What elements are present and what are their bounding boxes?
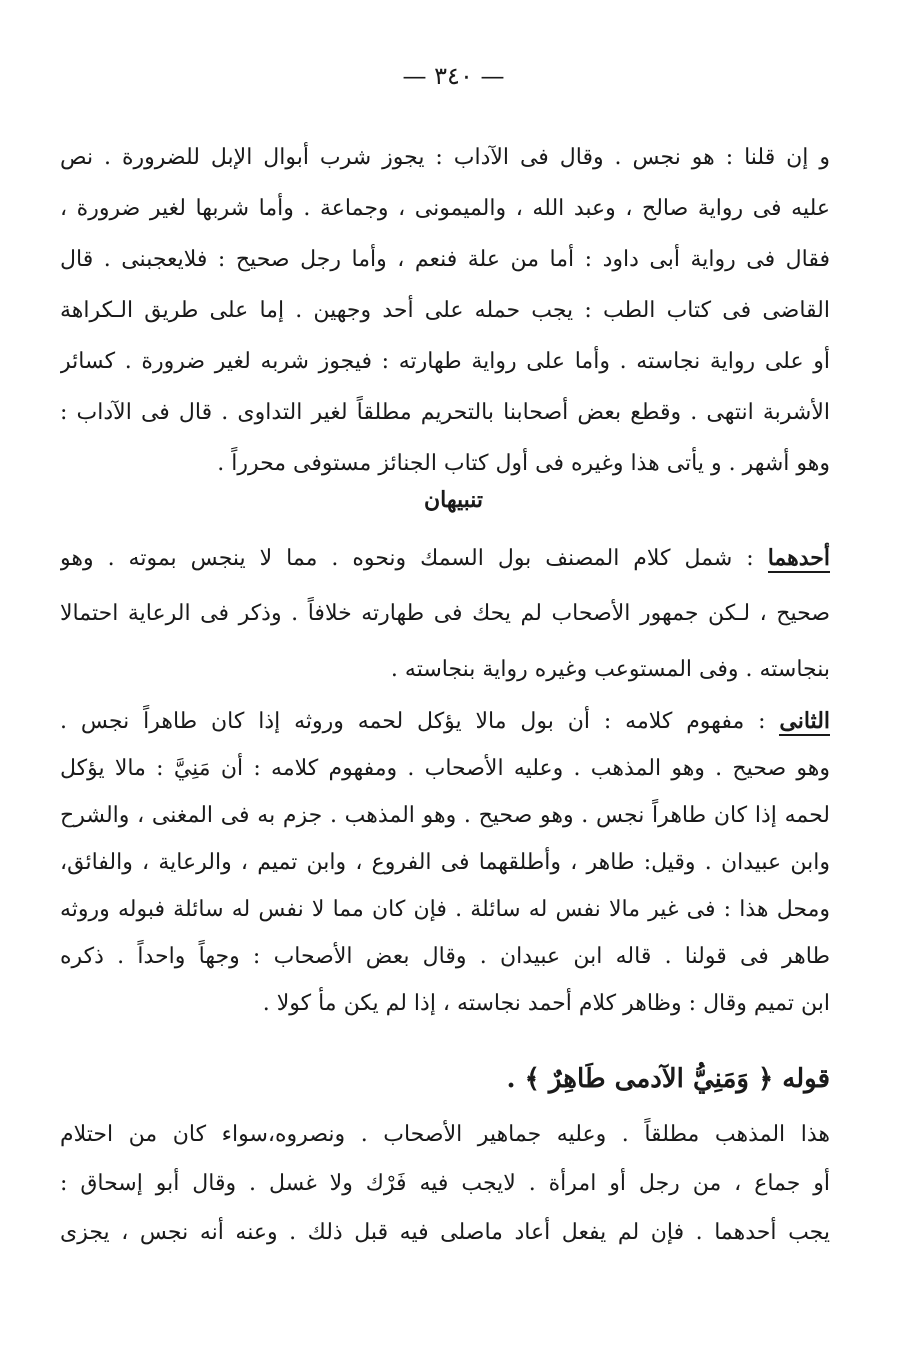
note-lead-second: الثانى: [779, 708, 830, 734]
paragraph-second-note: [60, 698, 830, 1027]
text-line: لحمه إذا كان طاهراً نجس . وهو صحيح . وهو المذهب . جزم به فى المغنى ، والشرح: [60, 803, 830, 828]
paragraph-mani: [60, 1110, 830, 1257]
text-line: صحيح ، لـكن جمهور الأصحاب لم يحك فى طهارته خلافاً . وذكر فى الرعاية احتمالا: [60, 601, 830, 626]
text-line: القاضى فى كتاب الطب : يجب حمله على أحد وجهين . إما على طريق الـكراهة: [60, 298, 830, 323]
text-line: [60, 530, 830, 586]
text-line: [60, 698, 830, 745]
paragraph-first-note: [60, 530, 830, 698]
text-line: فقال فى رواية أبى داود : أما من علة فنعم ، وأما رجل صحيح : فلايعجبنى . قال: [60, 247, 830, 272]
text-line: أو جماع ، من رجل أو امرأة . لايجب فيه فَرْك ولا غسل . وقال أبو إسحاق :: [60, 1171, 830, 1196]
text-line: أو على رواية نجاسته . وأما على رواية طهارته : فيجوز شربه لغير ضرورة . كسائر: [60, 349, 830, 374]
paragraph-adab: [60, 132, 830, 489]
text-line: طاهر فى قولنا . قاله ابن عبيدان . وقال بعض الأصحاب : وجهاً واحداً . ذكره: [60, 944, 830, 969]
text-line: وهو صحيح . وهو المذهب . وعليه الأصحاب . ومفهوم كلامه : أن مَنِيَّ : مالا يؤكل: [60, 756, 830, 781]
text-line: عليه فى رواية صالح ، وعبد الله ، والميمونى ، وجماعة . وأما شربها لغير ضرورة ،: [60, 196, 830, 221]
section-heading-tanbihan: تنبيهان: [423, 487, 484, 513]
text-line: وهو أشهر . و يأتى هذا وغيره فى أول كتاب الجنائز مستوفى محرراً .: [217, 451, 830, 476]
text-line: هذا المذهب مطلقاً . وعليه جماهير الأصحاب . ونصروه،سواء كان من احتلام: [60, 1122, 830, 1147]
note-first-line-text: : شمل كلام المصنف بول السمك ونحوه . مما لا ينجس بموته . وهو: [60, 546, 754, 571]
text-line: ومحل هذا : فى غير مالا نفس له سائلة . فإن كان مما لا نفس له سائلة فبوله وروثه: [60, 897, 830, 922]
text-line: بنجاسته . وفى المستوعب وغيره رواية بنجاسته .: [390, 657, 830, 682]
text-line: وابن عبيدان . وقيل: طاهر ، وأطلقهما فى الفروع ، وابن تميم ، والرعاية ، والفائق،: [60, 850, 830, 875]
text-line: يجب أحدهما . فإن لم يفعل أعاد ماصلى فيه قبل ذلك . وعنه أنه نجس ، يجزى: [60, 1220, 830, 1245]
text-line: و إن قلنا : هو نجس . وقال فى الآداب : يجوز شرب أبوال الإبل للضرورة . نص: [60, 145, 830, 170]
text-line: ابن تميم وقال : وظاهر كلام أحمد نجاسته ، إذا لم يكن مأ كولا .: [262, 991, 830, 1016]
quoted-text-heading: قوله ﴿ وَمَنِيُّ الآدمى طَاهِرٌ ﴾ .: [506, 1064, 830, 1094]
note-lead-first: أحدهما: [767, 545, 830, 571]
note-first-line-text: : مفهوم كلامه : أن بول مالا يؤكل لحمه وروثه إذا كان طاهراً نجس .: [60, 709, 766, 734]
text-line: الأشربة انتهى . وقطع بعض أصحابنا بالتحريم مطلقاً لغير التداوى . قال فى الآداب :: [60, 400, 830, 425]
page-number: — ٣٤٠ —: [402, 62, 505, 90]
